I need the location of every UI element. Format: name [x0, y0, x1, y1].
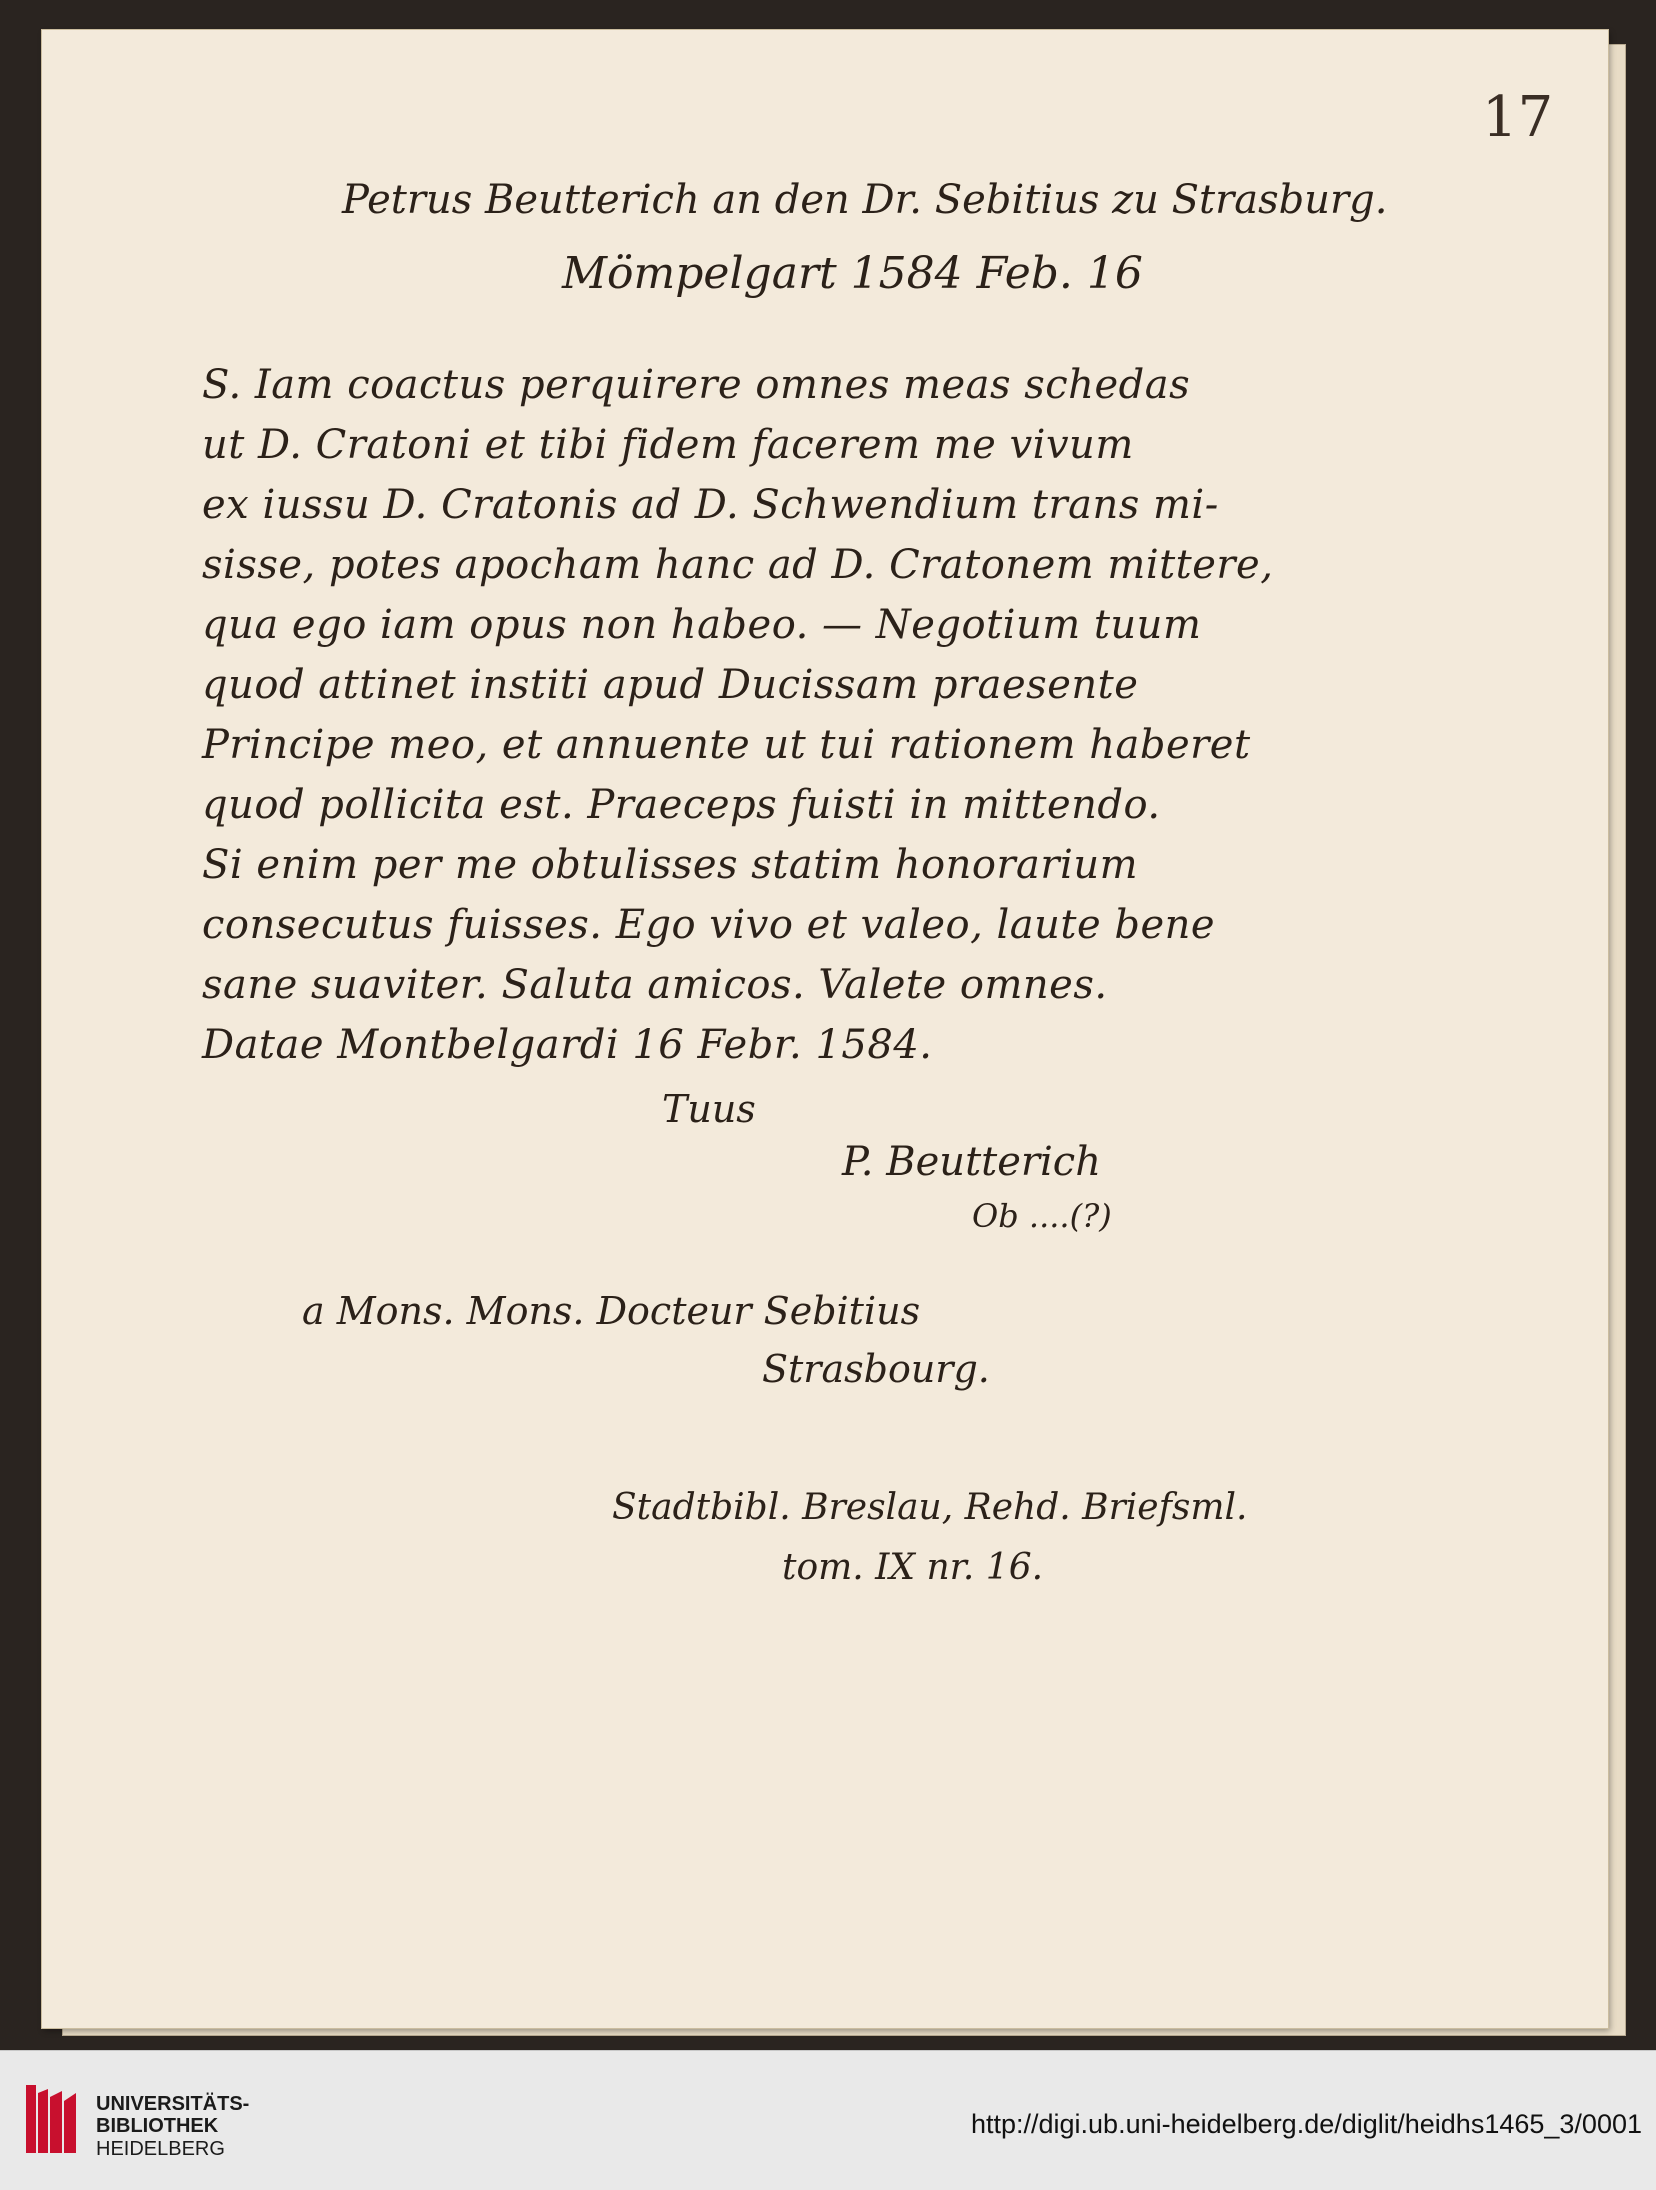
body-line: Datae Montbelgardi 16 Febr. 1584.: [202, 1022, 933, 1068]
body-line: consecutus fuisses. Ego vivo et valeo, laute bene: [202, 902, 1216, 948]
body-line: quod pollicita est. Praeceps fuisti in mittendo.: [202, 782, 1161, 828]
folio-number: 17: [1482, 85, 1554, 150]
source-reference: Stadtbibl. Breslau, Rehd. Briefsml.: [612, 1487, 1248, 1528]
body-line: ex iussu D. Cratonis ad D. Schwendium trans mi-: [202, 482, 1219, 528]
viewer-footer: [0, 2050, 1656, 2190]
body-line: sane suaviter. Saluta amicos. Valete omnes.: [202, 962, 1108, 1008]
body-line: Si enim per me obtulisses statim honorarium: [202, 842, 1139, 888]
body-line: quod attinet institi apud Ducissam praesente: [202, 662, 1139, 708]
body-line: Principe meo, et annuente ut tui rationem haberet: [202, 722, 1251, 768]
source-volume: tom. IX nr. 16.: [782, 1547, 1044, 1588]
body-line: sisse, potes apocham hanc ad D. Cratonem mittere,: [202, 542, 1274, 588]
body-line: S. Iam coactus perquirere omnes meas schedas: [202, 362, 1191, 408]
address-line: a Mons. Mons. Docteur Sebitius: [302, 1289, 921, 1333]
library-logo-icon: [24, 2083, 86, 2155]
body-line: qua ego iam opus non habeo. — Negotium tuum: [202, 602, 1202, 648]
institution-line: HEIDELBERG: [96, 2137, 225, 2160]
body-line: ut D. Cratoni et tibi fidem facerem me vivum: [202, 422, 1134, 468]
signature-note: Ob ....(?): [972, 1197, 1112, 1235]
institution-line: BIBLIOTHEK: [96, 2115, 219, 2138]
institution-line: UNIVERSITÄTS-: [96, 2093, 250, 2115]
institution-name: [96, 2093, 249, 2160]
permalink-url[interactable]: http://digi.ub.uni-heidelberg.de/diglit/heidhs1465_3/0001: [970, 2109, 1642, 2139]
document-place-date: Mömpelgart 1584 Feb. 16: [562, 248, 1143, 299]
document-title: Petrus Beutterich an den Dr. Sebitius zu Strasburg.: [342, 177, 1388, 223]
signature: P. Beutterich: [842, 1139, 1101, 1185]
closing-word: Tuus: [662, 1087, 756, 1131]
address-city: Strasbourg.: [762, 1347, 990, 1391]
manuscript-page: [42, 30, 1608, 2028]
